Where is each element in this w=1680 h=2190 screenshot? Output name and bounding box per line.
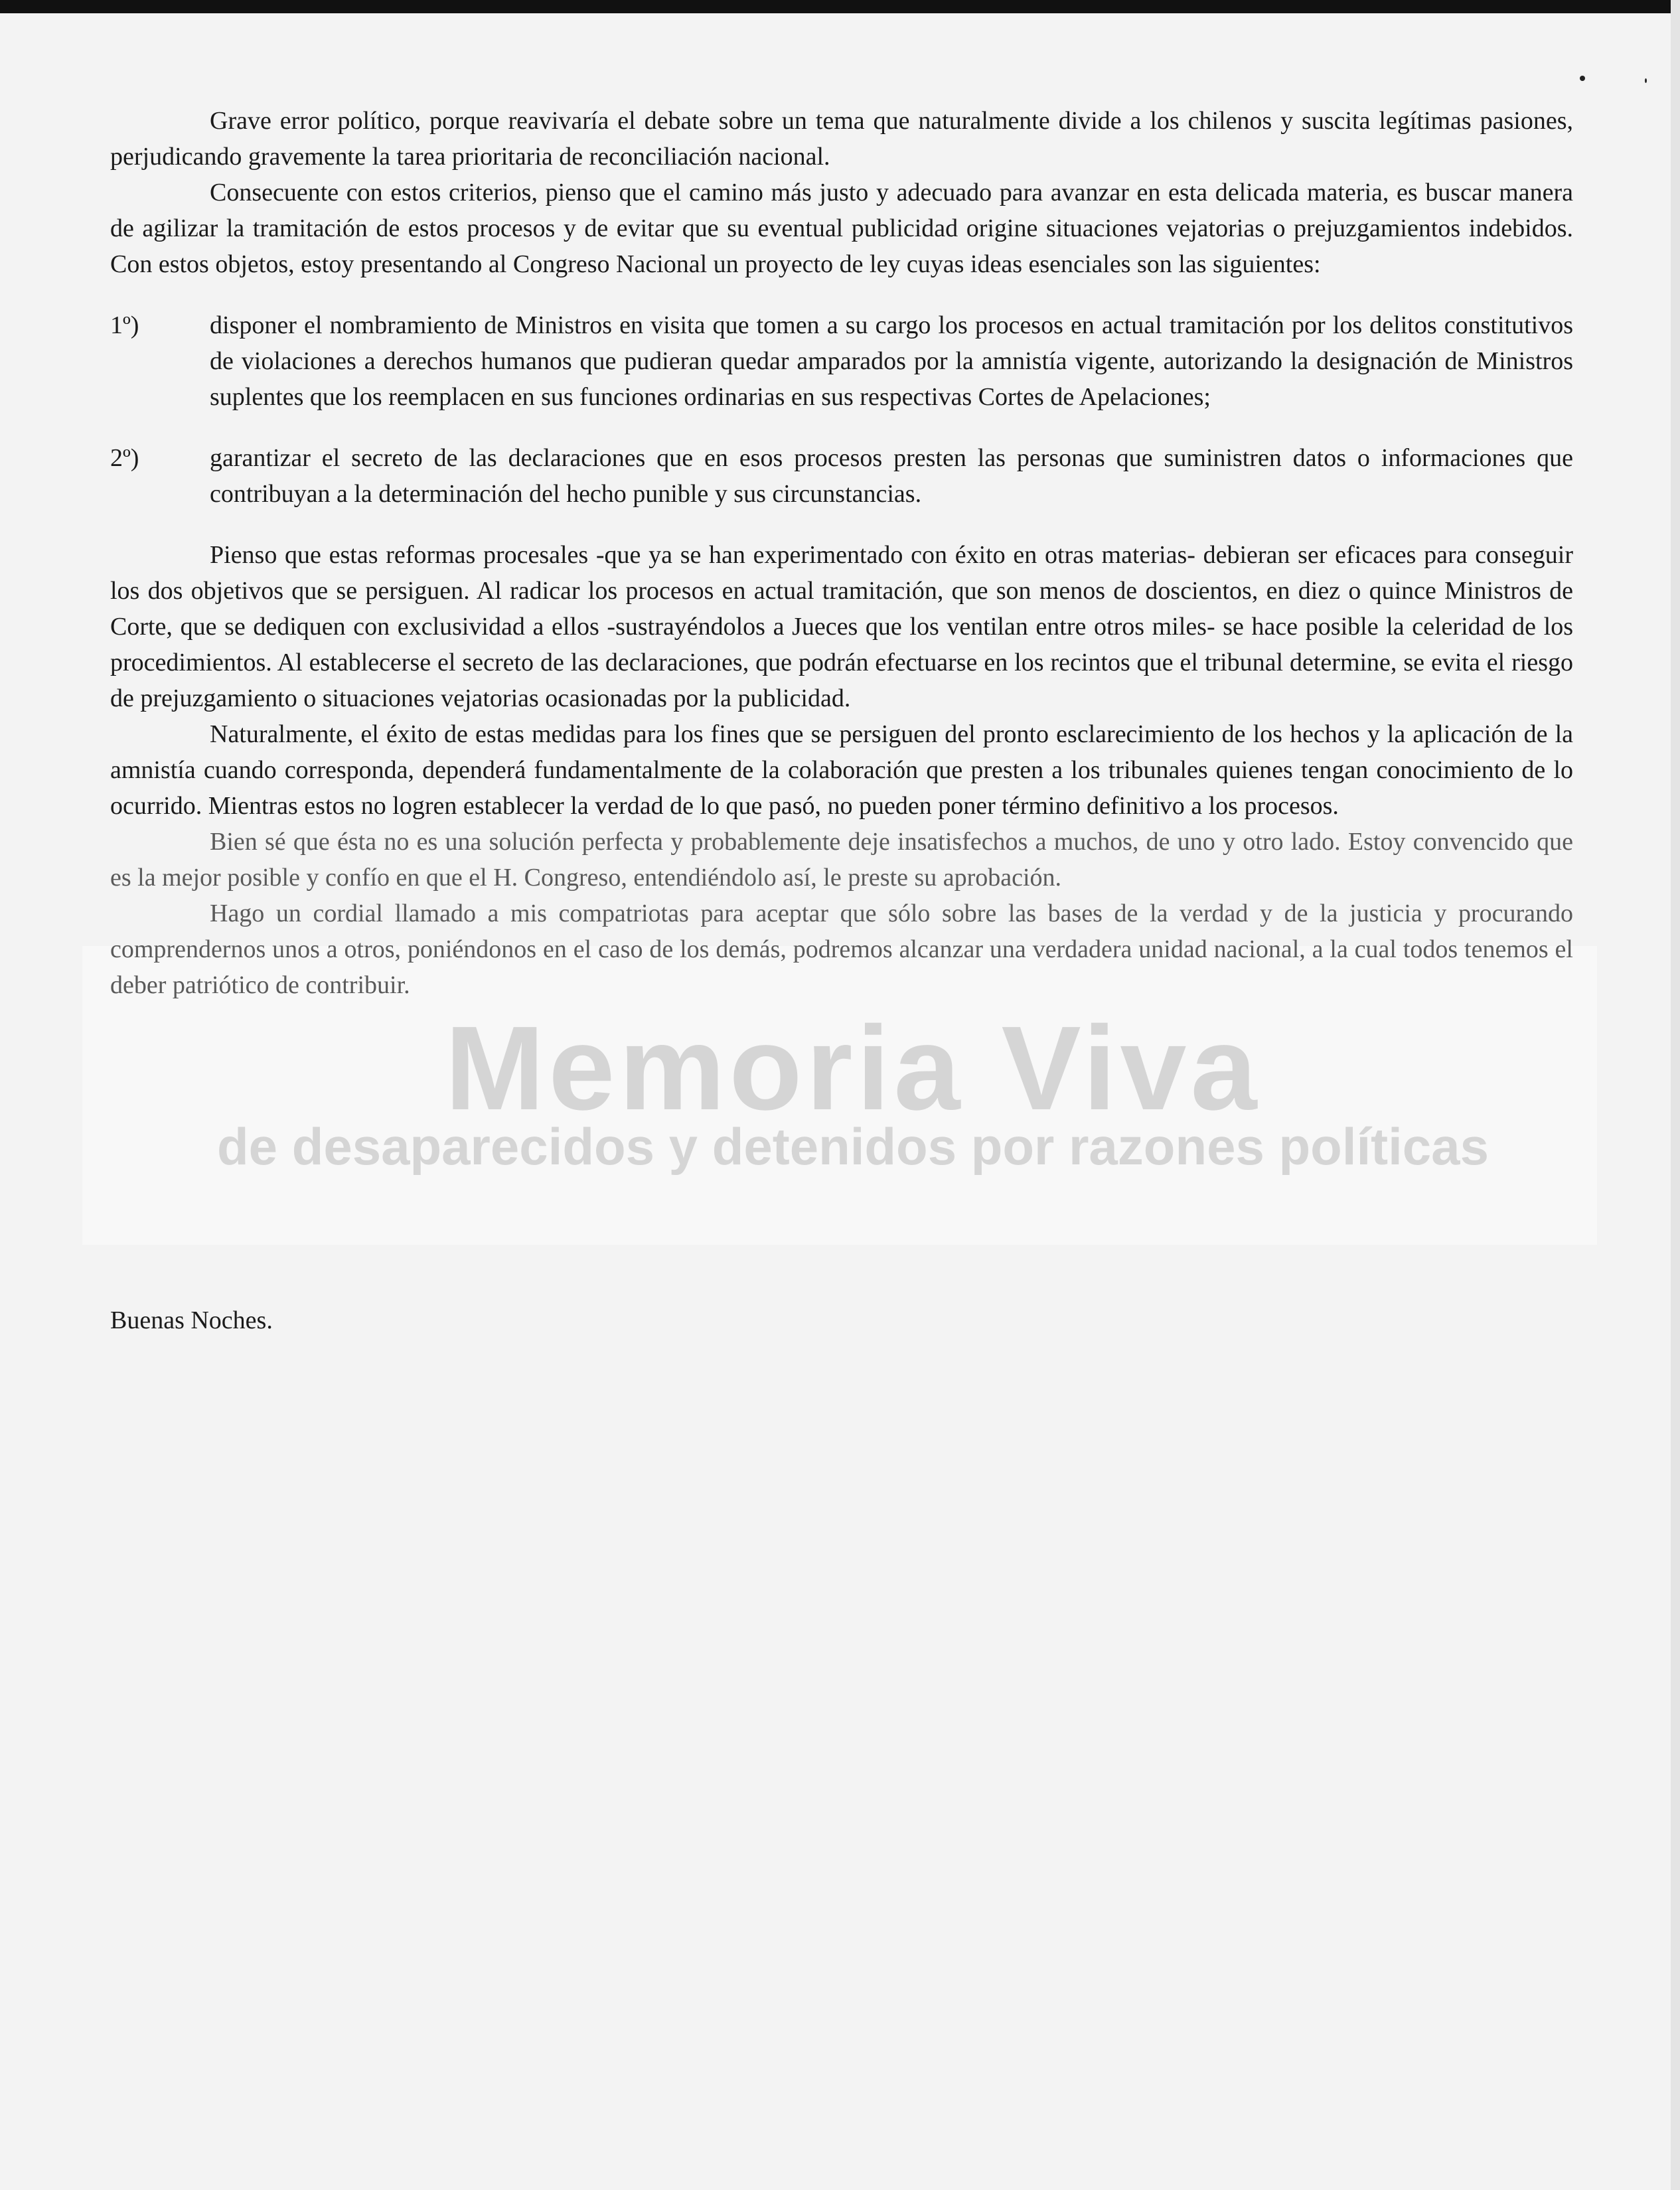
paragraph: Grave error político, porque reavivaría el debate sobre un tema que naturalmente divide a los chilenos y suscita legítimas pasiones, perjudicando gravemente la tarea prioritaria de reconciliación nacional. — [110, 107, 1573, 171]
paragraph: Pienso que estas reformas procesales -que ya se han experimentado con éxito en otras materias- debieran ser eficaces para conseguir los dos objetivos que se persiguen. Al radicar los procesos en actual tramitación, que son menos de doscientos, en diez o quince Ministros de Corte, que se dediquen con exclusividad a ellos -sustrayéndolos a Jueces que los ventilan entre otros miles- se hace posible la celeridad de los procedimientos. Al establecerse el secreto de las declaraciones, que podrán efectuarse en los recintos que el tribunal determine, se evita el riesgo de prejuzgamiento o situaciones vejatorias ocasionadas por la publicidad. — [110, 541, 1573, 712]
scan-speck — [1580, 76, 1585, 81]
list-item-number: 2º) — [110, 444, 139, 472]
watermark-title: Memoria Viva — [445, 1002, 1261, 1135]
document-body — [110, 103, 1573, 1003]
list-item-text: disponer el nombramiento de Ministros en visita que tomen a su cargo los procesos en actual tramitación por los delitos constitutivos de violaciones a derechos humanos que pudieran quedar amparados por la amnistía vigente, autorizando la designación de Ministros suplentes que los reemplacen en sus funciones ordinarias en sus respectivas Cortes de Apelaciones; — [210, 311, 1573, 411]
scan-top-edge — [0, 0, 1680, 13]
scan-right-edge — [1671, 0, 1680, 2190]
list-item-text: garantizar el secreto de las declaraciones que en esos procesos presten las personas que suministren datos o informaciones que contribuyan a la determinación del hecho punible y sus circunstancias. — [210, 444, 1573, 508]
paragraph: Bien sé que ésta no es una solución perfecta y probablemente deje insatisfechos a muchos, de uno y otro lado. Estoy convencido que es la mejor posible y confío en que el H. Congreso, entendiéndolo así, le preste su aprobación. — [110, 828, 1573, 892]
paragraph: Naturalmente, el éxito de estas medidas para los fines que se persiguen del pronto esclarecimiento de los hechos y la aplicación de la amnistía cuando corresponda, dependerá fundamentalmente de la colaboración que presten a los tribunales quienes tengan conocimiento de lo ocurrido. Mientras estos no logren establecer la verdad de lo que pasó, no pueden poner término definitivo a los procesos. — [110, 720, 1573, 820]
paragraph: Consecuente con estos criterios, pienso que el camino más justo y adecuado para avanzar en esta delicada materia, es buscar manera de agilizar la tramitación de estos procesos y de evitar que su eventual publicidad origine situaciones vejatorias o prejuzgamientos indebidos. Con estos objetos, estoy presentando al Congreso Nacional un proyecto de ley cuyas ideas esenciales son las siguientes: — [110, 179, 1573, 278]
closing-salutation: Buenas Noches. — [110, 1306, 273, 1334]
watermark-subtitle: de desaparecidos y detenidos por razones políticas — [217, 1117, 1489, 1176]
scan-speck — [1645, 78, 1647, 83]
list-item — [110, 440, 1573, 512]
list-item — [110, 307, 1573, 415]
list-item-number: 1º) — [110, 311, 139, 339]
spacer — [110, 512, 1573, 537]
paragraph: Hago un cordial llamado a mis compatriotas para aceptar que sólo sobre las bases de la verdad y de la justicia y procurando comprendernos unos a otros, poniéndonos en el caso de los demás, podremos alcanzar una verdadera unidad nacional, a la cual todos tenemos el deber patriótico de contribuir. — [110, 899, 1573, 999]
watermark — [100, 1002, 1606, 1208]
